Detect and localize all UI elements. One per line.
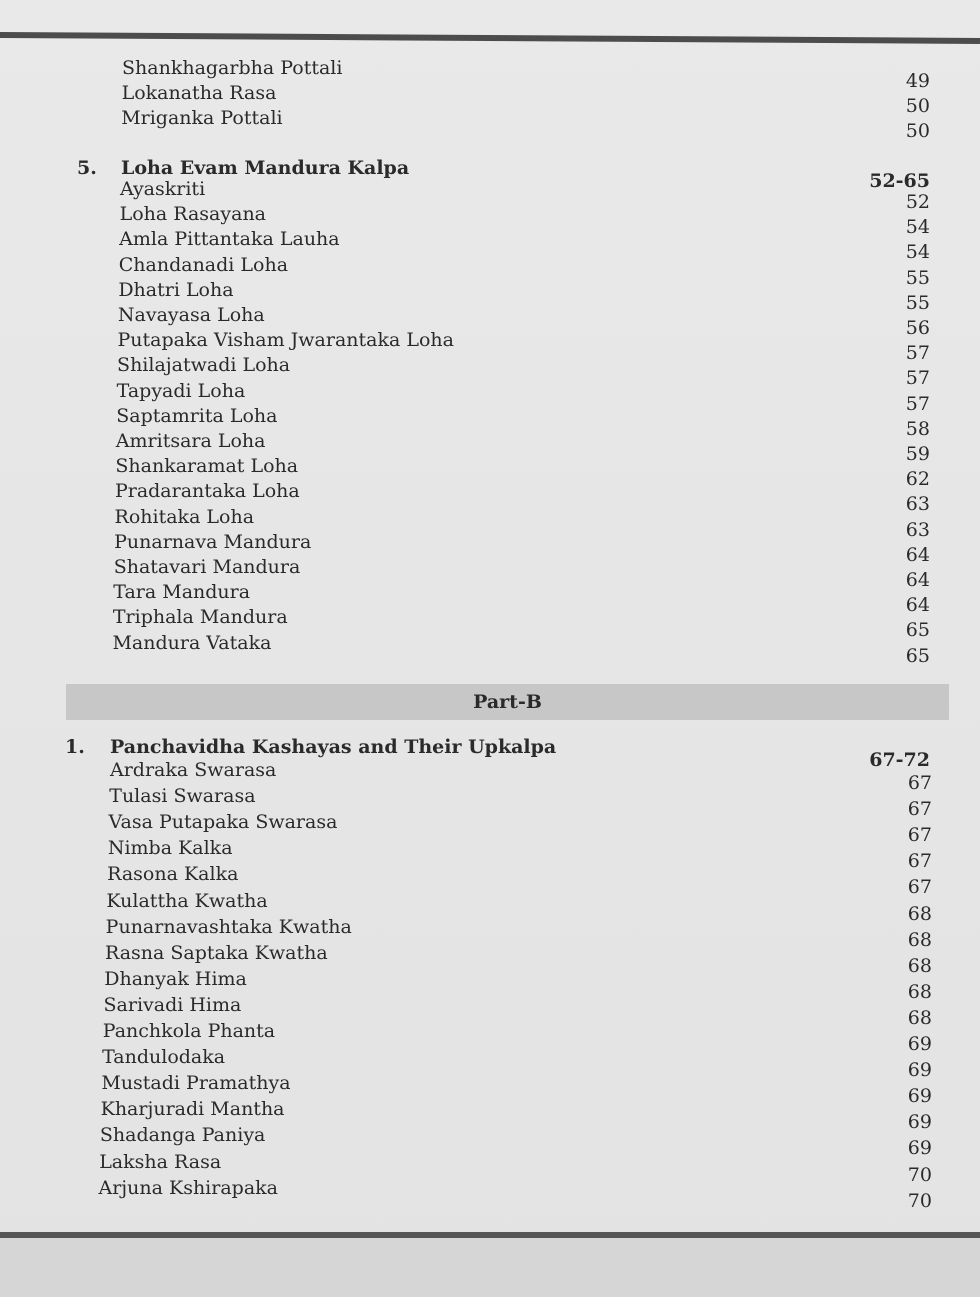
section-page-range: 52-65 <box>869 170 930 192</box>
section-title: Loha Evam Mandura Kalpa <box>121 157 410 179</box>
entry-title: Vasa Putapaka Swarasa <box>108 811 338 834</box>
toc-entry <box>120 177 930 213</box>
toc-entry <box>103 993 932 1029</box>
entry-title: Tapyadi Loha <box>116 379 246 402</box>
entry-page-number: 65 <box>905 644 930 667</box>
entry-title: Pradarantaka Loha <box>114 480 300 503</box>
entry-page-number: 69 <box>907 1085 932 1108</box>
entry-title: Ardraka Swarasa <box>110 759 277 781</box>
entry-page-number: 50 <box>905 120 930 142</box>
entry-title: Amla Pittantaka Lauha <box>119 228 340 251</box>
page-edge <box>0 1238 980 1297</box>
toc-entry <box>98 1176 932 1212</box>
entry-title: Rasona Kalka <box>107 863 239 886</box>
entry-title: Loha Rasayana <box>119 203 267 226</box>
part-b-banner <box>66 684 949 720</box>
entry-title: Laksha Rasa <box>99 1150 222 1173</box>
entry-title: Panchkola Phanta <box>102 1020 276 1042</box>
entry-page-number: 64 <box>905 594 930 617</box>
toc-entry <box>106 889 932 925</box>
toc-entry <box>102 1045 932 1082</box>
toc-entry <box>119 202 930 239</box>
entry-page-number: 68 <box>907 1006 932 1029</box>
entry-page-number: 67 <box>907 824 932 847</box>
toc-entry <box>104 941 932 977</box>
entry-title: Amritsara Loha <box>115 430 266 452</box>
entry-title: Tulasi Swarasa <box>109 785 256 808</box>
entry-title: Ayaskriti <box>120 178 206 200</box>
entry-page-number: 62 <box>905 468 930 491</box>
entry-title: Kharjuradi Mantha <box>100 1098 285 1121</box>
toc-entry <box>115 429 930 465</box>
entry-page-number: 64 <box>905 569 930 591</box>
entry-title: Shankaramat Loha <box>115 455 299 478</box>
entry-page-number: 57 <box>905 367 930 390</box>
entry-title: Punarnava Mandura <box>114 530 312 553</box>
entry-page-number: 65 <box>905 619 930 642</box>
entry-page-number: 69 <box>907 1137 932 1160</box>
toc-entry <box>121 106 930 142</box>
entry-title: Mustadi Pramathya <box>101 1072 291 1095</box>
entry-page-number: 54 <box>905 216 930 239</box>
toc-entry <box>102 1019 932 1055</box>
toc-entry <box>117 303 930 339</box>
entry-page-number: 57 <box>905 342 930 365</box>
toc-entry <box>107 836 932 873</box>
entry-title: Nimba Kalka <box>107 837 233 860</box>
entry-title: Mandura Vataka <box>112 631 272 654</box>
entry-title: Chandanadi Loha <box>118 253 289 276</box>
entry-page-number: 52 <box>905 191 930 213</box>
toc-entry <box>114 530 930 566</box>
top-rule <box>0 32 980 44</box>
toc-entry <box>109 784 932 821</box>
entry-title: Shatavari Mandura <box>113 556 301 578</box>
toc-entry <box>105 915 932 951</box>
section-title: Panchavidha Kashayas and Their Upkalpa <box>110 736 557 758</box>
entry-page-number: 70 <box>907 1163 932 1186</box>
entry-page-number: 63 <box>905 493 930 516</box>
toc-entry <box>117 353 930 390</box>
entry-title: Shadanga Paniya <box>99 1124 266 1147</box>
entry-page-number: 70 <box>907 1189 932 1212</box>
entry-page-number: 68 <box>907 980 932 1003</box>
entry-page-number: 68 <box>907 902 932 925</box>
toc-entry <box>121 81 930 117</box>
toc-entry <box>100 1097 932 1134</box>
entry-page-number: 55 <box>905 291 930 314</box>
part-b-label: Part-B <box>473 691 542 713</box>
toc-entry <box>101 1071 932 1108</box>
entry-title: Mriganka Pottali <box>121 107 283 129</box>
toc-entry <box>113 555 930 591</box>
entry-page-number: 68 <box>907 954 932 977</box>
entry-title: Tara Mandura <box>113 581 251 604</box>
toc-entry <box>114 505 930 541</box>
entry-title: Dhanyak Hima <box>104 967 247 990</box>
toc-entry <box>112 605 930 642</box>
entry-title: Tandulodaka <box>102 1046 226 1069</box>
entry-title: Navayasa Loha <box>117 304 265 326</box>
entry-page-number: 67 <box>907 876 932 899</box>
entry-page-number: 50 <box>905 95 930 117</box>
toc-entry <box>116 404 930 440</box>
section-page-range: 67-72 <box>869 749 930 771</box>
toc-entry <box>108 810 932 847</box>
section-number: 5. <box>77 157 97 179</box>
entry-page-number: 59 <box>905 443 930 465</box>
toc-entry <box>115 454 930 491</box>
entry-title: Shilajatwadi Loha <box>117 354 291 377</box>
entry-title: Saptamrita Loha <box>116 404 278 427</box>
toc-entry <box>116 379 930 415</box>
entry-title: Kulattha Kwatha <box>106 889 268 912</box>
entry-page-number: 67 <box>907 772 932 794</box>
entry-title: Dhatri Loha <box>118 278 234 301</box>
entry-page-number: 67 <box>907 850 932 873</box>
entry-page-number: 64 <box>905 543 930 566</box>
toc-entry <box>119 227 930 264</box>
entry-title: Sarivadi Hima <box>103 993 242 1016</box>
entry-page-number: 54 <box>905 241 930 264</box>
toc-entry <box>114 479 930 516</box>
toc-entry <box>104 967 932 1003</box>
entry-title: Rasna Saptaka Kwatha <box>104 941 328 964</box>
entry-page-number: 57 <box>905 392 930 415</box>
entry-title: Punarnavashtaka Kwatha <box>105 915 352 938</box>
toc-entry <box>113 580 930 617</box>
entry-title: Arjuna Kshirapaka <box>98 1176 279 1199</box>
toc-entry <box>118 253 930 289</box>
entry-page-number: 58 <box>905 417 930 440</box>
entry-page-number: 67 <box>907 798 932 821</box>
entry-title: Rohitaka Loha <box>114 505 255 528</box>
entry-page-number: 69 <box>907 1111 932 1134</box>
entry-page-number: 49 <box>905 70 930 92</box>
toc-entry <box>117 328 930 365</box>
toc-entry <box>122 56 930 92</box>
toc-entry <box>99 1150 932 1186</box>
entry-title: Putapaka Visham Jwarantaka Loha <box>117 329 454 352</box>
entry-title: Lokanatha Rasa <box>121 82 277 104</box>
entry-page-number: 63 <box>905 518 930 541</box>
toc-entry <box>112 631 930 667</box>
toc-entry <box>118 278 930 314</box>
toc-entry <box>107 862 932 899</box>
toc-entry <box>110 758 932 794</box>
entry-title: Triphala Mandura <box>112 606 288 629</box>
entry-page-number: 56 <box>905 317 930 339</box>
entry-page-number: 69 <box>907 1059 932 1082</box>
section-number: 1. <box>65 736 85 758</box>
entry-page-number: 68 <box>907 928 932 951</box>
entry-page-number: 69 <box>907 1033 932 1055</box>
entry-title: Shankhagarbha Pottali <box>122 57 343 79</box>
entry-page-number: 55 <box>905 266 930 289</box>
toc-entry <box>99 1123 932 1160</box>
